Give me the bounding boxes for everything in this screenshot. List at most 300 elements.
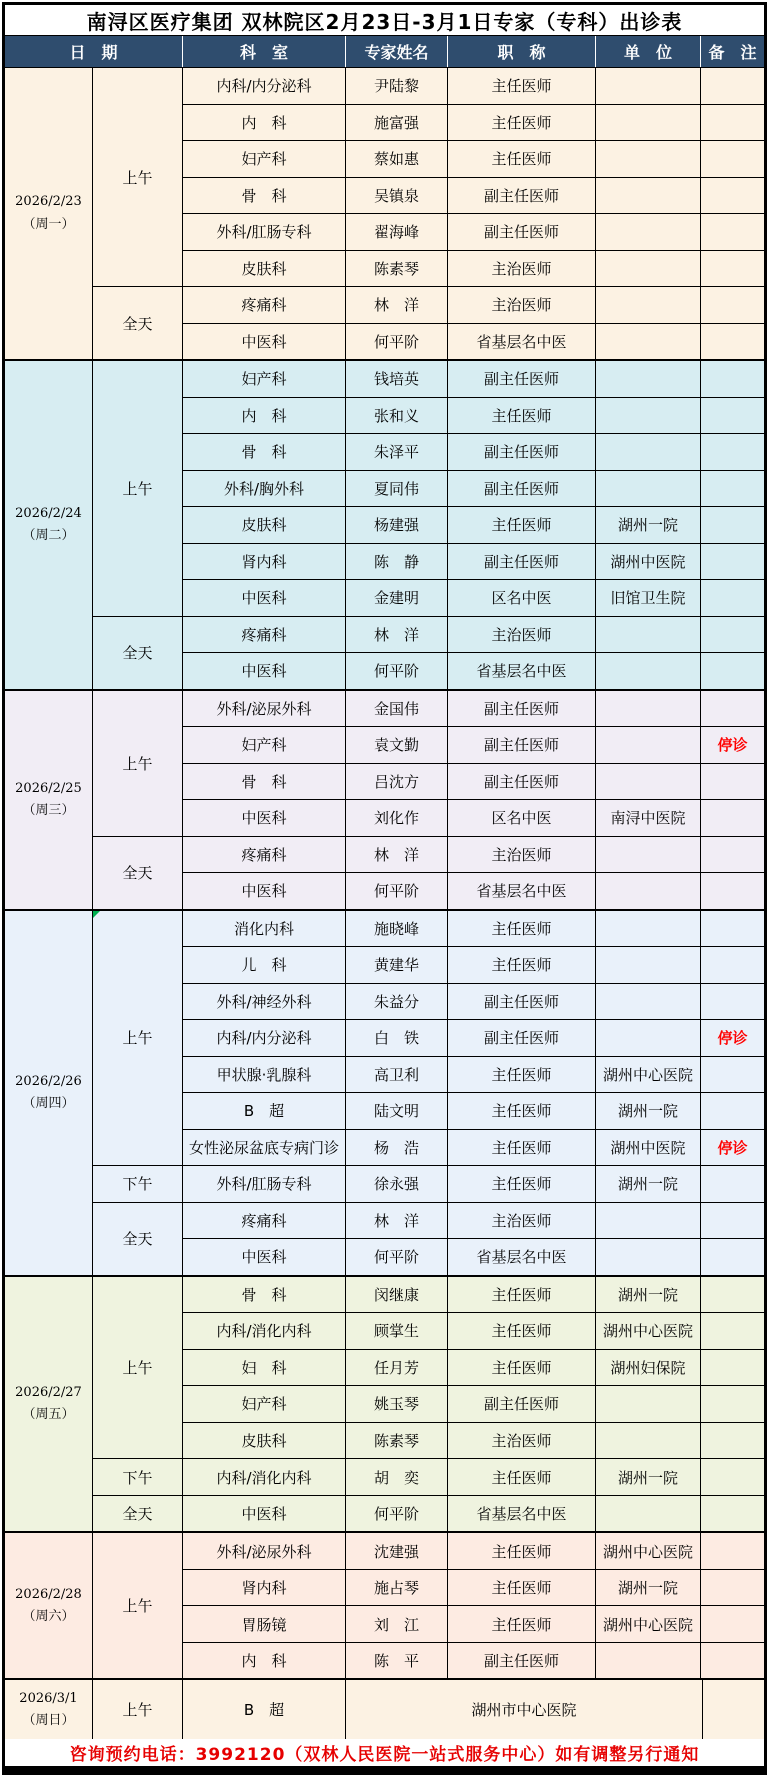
schedule-row (183, 177, 764, 214)
job-title-cell: 区名中医 (447, 580, 595, 616)
job-title-cell: 主任医师 (447, 1606, 595, 1642)
doctor-name-cell: 陈素琴 (345, 1423, 447, 1459)
unit-cell (595, 653, 700, 689)
department-cell: 骨 科 (241, 1285, 287, 1304)
unit-cell: 湖州一院 (595, 1166, 700, 1202)
note-cell (700, 544, 764, 580)
schedule-row (183, 323, 764, 360)
schedule-row (183, 1312, 764, 1349)
note-cell: 停诊 (700, 1020, 764, 1056)
note-cell (700, 105, 764, 141)
department-cell: 疼痛科 (241, 296, 287, 315)
doctor-name-cell: 杨建强 (345, 507, 447, 543)
note-cell (700, 1313, 764, 1349)
doctor-name-cell: 沈建强 (345, 1533, 447, 1569)
time-cell: 全天 (92, 1496, 182, 1532)
department-cell: 肾内科 (241, 1579, 287, 1598)
doctor-name-cell: 金建明 (345, 580, 447, 616)
sessions (92, 1680, 764, 1739)
department-cell: 妇 科 (241, 1358, 287, 1377)
date-text: 2026/2/27 (15, 1384, 82, 1400)
job-title-cell: 主任医师 (447, 1277, 595, 1313)
schedule-row (183, 617, 764, 653)
unit-cell (595, 984, 700, 1020)
session-group (92, 1202, 764, 1275)
job-title-cell: 主任医师 (447, 1093, 595, 1129)
job-title-cell: 主任医师 (447, 1533, 595, 1569)
department-cell: 儿 科 (241, 956, 287, 975)
unit-cell (595, 911, 700, 947)
job-title-cell: 副主任医师 (447, 1643, 595, 1679)
session-rows (182, 617, 764, 689)
date-cell (5, 68, 92, 359)
schedule-row (183, 287, 764, 323)
session-rows (182, 1496, 764, 1532)
schedule-row (183, 652, 764, 689)
job-title-cell: 副主任医师 (447, 544, 595, 580)
job-title-cell: 主治医师 (447, 617, 595, 653)
schedule-row (183, 1238, 764, 1275)
column-header: 专家姓名 (345, 36, 447, 67)
schedule-row (183, 799, 764, 836)
unit-cell: 湖州一院 (595, 1277, 700, 1313)
job-title-cell: 主治医师 (447, 251, 595, 287)
doctor-name-cell: 钱培英 (345, 361, 447, 397)
department-cell: 妇产科 (241, 150, 287, 169)
note-cell (700, 1496, 764, 1532)
unit-cell: 湖州中心医院 (595, 1057, 700, 1093)
schedule-row (183, 1129, 764, 1166)
note-cell (700, 1386, 764, 1422)
department-cell: 内科/消化内科 (216, 1468, 312, 1487)
note-cell (700, 507, 764, 543)
department-cell: 中医科 (241, 809, 287, 828)
schedule-row (183, 579, 764, 616)
doctor-name-cell: 刘化作 (345, 800, 447, 836)
time-cell: 上午 (92, 1680, 182, 1739)
department-cell: 中医科 (241, 882, 287, 901)
doctor-name-cell: 吴镇泉 (345, 178, 447, 214)
note-cell (700, 1093, 764, 1129)
doctor-name-cell: 尹陆黎 (345, 68, 447, 104)
day-block (5, 359, 764, 689)
unit-cell (595, 471, 700, 507)
merged-unit-cell: 湖州市中心医院 (345, 1680, 702, 1739)
department-cell: 中医科 (241, 332, 287, 351)
weekday-text: （周日） (22, 1712, 75, 1728)
schedule-row (183, 250, 764, 287)
page-title: 南浔区医疗集团 双林院区2月23日-3月1日专家（专科）出诊表 (5, 5, 764, 35)
schedule-row (183, 872, 764, 909)
time-cell: 全天 (92, 287, 182, 359)
doctor-name-cell: 施晓峰 (345, 911, 447, 947)
unit-cell: 湖州中医院 (595, 544, 700, 580)
time-cell: 全天 (92, 1203, 182, 1275)
time-cell: 上午 (92, 911, 182, 1166)
session-group (92, 1533, 764, 1678)
time-cell: 上午 (92, 691, 182, 836)
department-cell: 内科/消化内科 (216, 1322, 312, 1341)
note-cell (700, 873, 764, 909)
unit-cell (595, 1386, 700, 1422)
column-header: 备 注 (700, 36, 764, 67)
note-cell: 停诊 (700, 1130, 764, 1166)
job-title-cell: 省基层名中医 (447, 653, 595, 689)
job-title-cell: 副主任医师 (447, 1020, 595, 1056)
date-cell (5, 911, 92, 1275)
department-cell: 骨 科 (241, 186, 287, 205)
unit-cell: 湖州中医院 (595, 1130, 700, 1166)
note-cell (700, 361, 764, 397)
department-cell: 内科/内分泌科 (216, 1029, 312, 1048)
department-cell: 中医科 (241, 662, 287, 681)
weekday-text: （周五） (22, 1407, 75, 1422)
job-title-cell: 主任医师 (447, 1130, 595, 1166)
department-cell: 疼痛科 (241, 625, 287, 644)
sessions (92, 68, 764, 359)
session-rows (182, 691, 764, 836)
doctor-name-cell: 高卫利 (345, 1057, 447, 1093)
department-cell: 中医科 (241, 1505, 287, 1524)
schedule-row (183, 1533, 764, 1569)
department-cell: 内 科 (241, 1652, 287, 1671)
weekday-text: （周三） (22, 802, 75, 818)
schedule-row (183, 1422, 764, 1459)
session-group (92, 286, 764, 359)
department-cell: 皮肤科 (241, 516, 287, 535)
doctor-name-cell: 何平阶 (345, 1496, 447, 1532)
department-cell: 甲状腺·乳腺科 (216, 1065, 312, 1084)
unit-cell: 旧馆卫生院 (595, 580, 700, 616)
session-rows (182, 68, 764, 286)
department-cell: 消化内科 (233, 919, 294, 938)
day-block (5, 1275, 764, 1532)
department-cell: 皮肤科 (241, 259, 287, 278)
schedule-sheet (2, 2, 767, 1775)
note-cell (700, 984, 764, 1020)
schedule-row (183, 140, 764, 177)
job-title-cell: 主任医师 (447, 911, 595, 947)
note-cell (700, 434, 764, 470)
job-title-cell: 省基层名中医 (447, 1496, 595, 1532)
doctor-name-cell: 何平阶 (345, 653, 447, 689)
schedule-table-body (5, 68, 764, 1739)
note-cell (700, 691, 764, 727)
job-title-cell: 主任医师 (447, 141, 595, 177)
session-group (92, 361, 764, 616)
doctor-name-cell: 袁文勤 (345, 727, 447, 763)
note-cell (700, 947, 764, 983)
session-group (92, 1458, 764, 1495)
time-cell: 全天 (92, 837, 182, 909)
session-group (92, 1495, 764, 1532)
department-cell: 外科/胸外科 (223, 479, 305, 498)
doctor-name-cell: 杨 浩 (345, 1130, 447, 1166)
note-cell (700, 1166, 764, 1202)
schedule-row (183, 433, 764, 470)
job-title-cell: 主治医师 (447, 1203, 595, 1239)
doctor-name-cell: 黄建华 (345, 947, 447, 983)
note-cell (700, 471, 764, 507)
note-cell (700, 1203, 764, 1239)
note-cell (700, 1570, 764, 1606)
job-title-cell: 主治医师 (447, 287, 595, 323)
day-block (5, 909, 764, 1275)
job-title-cell: 副主任医师 (447, 471, 595, 507)
date-text: 2026/2/24 (15, 505, 82, 521)
schedule-row (183, 946, 764, 983)
date-cell (5, 1680, 92, 1739)
note-cell (700, 324, 764, 360)
department-cell: 妇产科 (241, 370, 287, 389)
time-cell: 上午 (92, 1277, 182, 1459)
unit-cell: 南浔中医院 (595, 800, 700, 836)
department-cell: 内 科 (241, 406, 287, 425)
note-cell (700, 1239, 764, 1275)
schedule-row (183, 1569, 764, 1606)
session-rows (182, 1203, 764, 1275)
job-title-cell: 主任医师 (447, 1166, 595, 1202)
column-header: 单 位 (595, 36, 700, 67)
date-cell (5, 1533, 92, 1678)
job-title-cell: 省基层名中医 (447, 1239, 595, 1275)
unit-cell (595, 178, 700, 214)
column-header: 科 室 (182, 36, 345, 67)
column-header: 日 期 (69, 43, 118, 62)
unit-cell (595, 617, 700, 653)
unit-cell (595, 434, 700, 470)
schedule-row (183, 68, 764, 104)
session-rows (182, 1680, 764, 1739)
unit-cell: 湖州中心医院 (595, 1533, 700, 1569)
note-cell (700, 214, 764, 250)
department-cell: 皮肤科 (241, 1431, 287, 1450)
schedule-row (183, 1459, 764, 1495)
schedule-row (183, 1056, 764, 1093)
doctor-name-cell: 胡 奕 (345, 1459, 447, 1495)
schedule-row (183, 1349, 764, 1386)
unit-cell (595, 837, 700, 873)
schedule-row (183, 1680, 764, 1739)
doctor-name-cell: 刘 江 (345, 1606, 447, 1642)
unit-cell (595, 947, 700, 983)
sessions (92, 361, 764, 689)
schedule-row (183, 763, 764, 800)
note-cell (700, 911, 764, 947)
date-text: 2026/2/26 (15, 1073, 82, 1089)
unit-cell (595, 873, 700, 909)
session-rows (182, 911, 764, 1166)
job-title-cell: 主任医师 (447, 507, 595, 543)
date-text: 2026/2/25 (15, 780, 82, 796)
note-cell (700, 1459, 764, 1495)
session-rows (182, 361, 764, 616)
session-group (92, 691, 764, 836)
job-title-cell: 副主任医师 (447, 361, 595, 397)
unit-cell (595, 214, 700, 250)
schedule-row (183, 1385, 764, 1422)
doctor-name-cell: 任月芳 (345, 1350, 447, 1386)
unit-cell: 湖州中心医院 (595, 1313, 700, 1349)
unit-cell (595, 398, 700, 434)
day-block (5, 68, 764, 359)
session-group (92, 1680, 764, 1739)
time-cell: 全天 (92, 617, 182, 689)
doctor-name-cell: 林 洋 (345, 837, 447, 873)
note-cell (700, 653, 764, 689)
department-cell: 骨 科 (241, 772, 287, 791)
department-cell: 骨 科 (241, 443, 287, 462)
department-cell: 内 科 (241, 113, 287, 132)
job-title-cell: 副主任医师 (447, 764, 595, 800)
schedule-row (183, 837, 764, 873)
doctor-name-cell: 姚玉琴 (345, 1386, 447, 1422)
note-cell (700, 1533, 764, 1569)
schedule-row (183, 1642, 764, 1679)
job-title-cell: 主任医师 (447, 1570, 595, 1606)
job-title-cell: 主任医师 (447, 398, 595, 434)
session-rows (182, 1459, 764, 1495)
note-cell (700, 1057, 764, 1093)
session-group (92, 1277, 764, 1459)
note-cell (700, 764, 764, 800)
sessions (92, 1277, 764, 1532)
doctor-name-cell: 陆文明 (345, 1093, 447, 1129)
note-cell (700, 580, 764, 616)
session-group (92, 836, 764, 909)
day-block (5, 1531, 764, 1678)
department-cell: 内科/内分泌科 (216, 77, 312, 96)
weekday-text: （周四） (22, 1095, 75, 1111)
doctor-name-cell: 何平阶 (345, 1239, 447, 1275)
unit-cell (595, 1239, 700, 1275)
doctor-name-cell: 林 洋 (345, 617, 447, 653)
unit-cell: 湖州一院 (595, 1459, 700, 1495)
doctor-name-cell: 蔡如惠 (345, 141, 447, 177)
job-title-cell: 副主任医师 (447, 214, 595, 250)
job-title-cell: 副主任医师 (447, 727, 595, 763)
schedule-row (183, 911, 764, 947)
schedule-row (183, 397, 764, 434)
job-title-cell: 主任医师 (447, 947, 595, 983)
note-cell (702, 1680, 764, 1739)
session-rows (182, 837, 764, 909)
comment-marker-icon (93, 911, 100, 918)
date-text: 2026/2/28 (15, 1586, 82, 1602)
schedule-row (183, 1496, 764, 1532)
date-text: 2026/3/1 (19, 1690, 78, 1706)
schedule-row (183, 470, 764, 507)
job-title-cell: 副主任医师 (447, 434, 595, 470)
schedule-row (183, 506, 764, 543)
job-title-cell: 省基层名中医 (447, 873, 595, 909)
unit-cell (595, 764, 700, 800)
note-cell (700, 141, 764, 177)
sessions (92, 911, 764, 1275)
unit-cell (595, 1643, 700, 1679)
unit-cell (595, 105, 700, 141)
note-cell (700, 1606, 764, 1642)
department-cell: B 超 (243, 1102, 285, 1121)
job-title-cell: 省基层名中医 (447, 324, 595, 360)
department-cell: 肾内科 (241, 552, 287, 571)
job-title-cell: 主任医师 (447, 1313, 595, 1349)
note-cell (700, 287, 764, 323)
sessions (92, 691, 764, 909)
table-header (5, 35, 764, 68)
unit-cell (595, 287, 700, 323)
schedule-row (183, 1092, 764, 1129)
unit-cell (595, 141, 700, 177)
job-title-cell: 副主任医师 (447, 691, 595, 727)
schedule-row (183, 104, 764, 141)
unit-cell (595, 727, 700, 763)
schedule-row (183, 983, 764, 1020)
doctor-name-cell: 施占琴 (345, 1570, 447, 1606)
department-cell: 疼痛科 (241, 845, 287, 864)
schedule-row (183, 1019, 764, 1056)
job-title-cell: 区名中医 (447, 800, 595, 836)
doctor-name-cell: 张和义 (345, 398, 447, 434)
weekday-text: （周一） (22, 216, 75, 232)
note-cell (700, 1277, 764, 1313)
date-cell (5, 691, 92, 909)
unit-cell: 湖州一院 (595, 507, 700, 543)
weekday-text: （周二） (22, 527, 75, 543)
session-group (92, 68, 764, 286)
session-rows (182, 287, 764, 359)
doctor-name-cell: 顾掌生 (345, 1313, 447, 1349)
session-rows (182, 1166, 764, 1202)
schedule-row (183, 543, 764, 580)
unit-cell (595, 1423, 700, 1459)
unit-cell (595, 1496, 700, 1532)
job-title-cell: 副主任医师 (447, 178, 595, 214)
doctor-name-cell: 林 洋 (345, 287, 447, 323)
note-cell (700, 1350, 764, 1386)
job-title-cell: 主任医师 (447, 105, 595, 141)
doctor-name-cell: 林 洋 (345, 1203, 447, 1239)
weekday-text: （周六） (22, 1608, 75, 1624)
session-rows (182, 1533, 764, 1678)
doctor-name-cell: 闵继康 (345, 1277, 447, 1313)
schedule-row (183, 213, 764, 250)
department-cell: 外科/神经外科 (216, 992, 312, 1011)
time-cell: 上午 (92, 361, 182, 616)
unit-cell (595, 324, 700, 360)
day-block (5, 1678, 764, 1739)
department-cell: 外科/泌尿外科 (216, 1542, 312, 1561)
doctor-name-cell: 何平阶 (345, 873, 447, 909)
unit-cell: 湖州一院 (595, 1570, 700, 1606)
session-group (92, 1165, 764, 1202)
note-cell (700, 398, 764, 434)
unit-cell (595, 251, 700, 287)
job-title-cell: 主治医师 (447, 837, 595, 873)
note-cell: 停诊 (700, 727, 764, 763)
unit-cell (595, 1020, 700, 1056)
note-cell (700, 251, 764, 287)
doctor-name-cell: 陈素琴 (345, 251, 447, 287)
job-title-cell: 副主任医师 (447, 1386, 595, 1422)
schedule-row (183, 726, 764, 763)
unit-cell: 湖州妇保院 (595, 1350, 700, 1386)
note-cell (700, 800, 764, 836)
unit-cell (595, 1203, 700, 1239)
doctor-name-cell: 施富强 (345, 105, 447, 141)
job-title-cell: 主任医师 (447, 68, 595, 104)
department-cell: 外科/肛肠专科 (216, 1175, 312, 1194)
